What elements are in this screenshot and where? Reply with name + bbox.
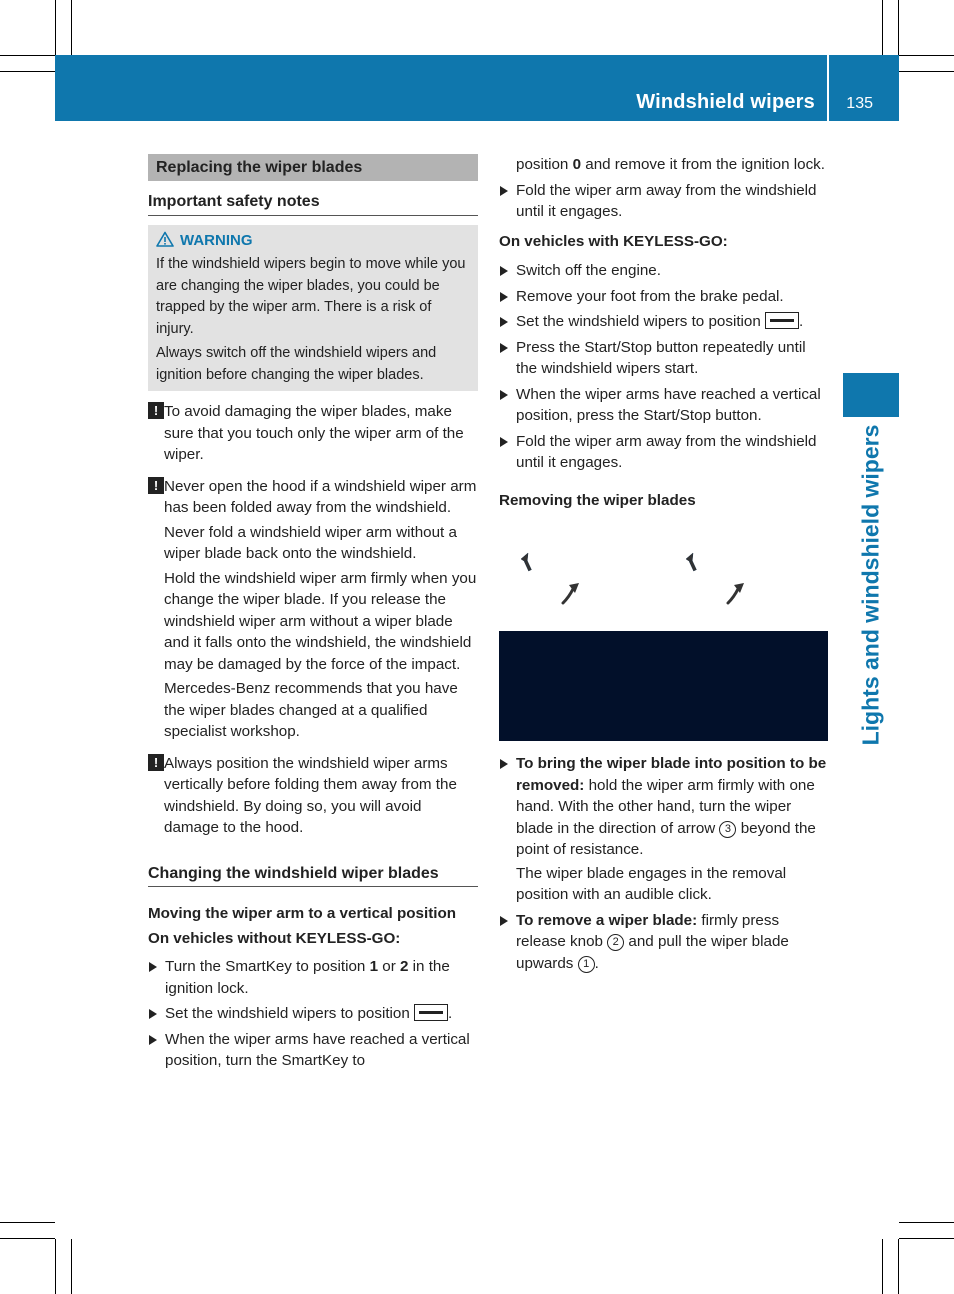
figure-dark-area bbox=[499, 631, 828, 741]
note-text: To avoid damaging the wiper blades, make sure that you touch only the wiper arm of the wiper. bbox=[164, 403, 464, 463]
warning-header bbox=[156, 229, 470, 255]
wiper-blade-figure bbox=[499, 525, 828, 741]
bullet-arrow-icon bbox=[500, 317, 508, 327]
warning-label: WARNING bbox=[180, 231, 253, 249]
exclamation-icon: ! bbox=[148, 402, 164, 419]
note-text: Never fold a windshield wiper arm without a wiper blade back onto the windshield. bbox=[164, 523, 457, 562]
bullet-arrow-icon bbox=[500, 916, 508, 926]
crop-mark bbox=[899, 1222, 954, 1223]
crop-mark bbox=[899, 71, 954, 72]
chapter-tab-text: Lights and windshield wipers bbox=[857, 424, 884, 746]
crop-mark bbox=[0, 55, 55, 56]
caution-note bbox=[148, 476, 478, 743]
warning-text: Always switch off the windshield wipers and ignition before changing the wiper blades. bbox=[156, 345, 437, 383]
warning-box bbox=[148, 225, 478, 392]
wiper-off-position-icon bbox=[765, 312, 799, 329]
step-item: Set the windshield wipers to position . bbox=[499, 311, 829, 333]
chapter-tab-label bbox=[843, 425, 899, 745]
right-column bbox=[499, 154, 829, 974]
note-text: Mercedes-Benz recommends that you have the wiper blades changed at a qualified specialist workshop. bbox=[164, 680, 458, 740]
bullet-arrow-icon bbox=[500, 759, 508, 769]
section-heading: Replacing the wiper blades bbox=[148, 154, 478, 181]
bullet-arrow-icon bbox=[500, 437, 508, 447]
safety-notes-heading: Important safety notes bbox=[148, 181, 478, 216]
crop-mark bbox=[882, 0, 883, 55]
wiper-off-position-icon bbox=[414, 1004, 448, 1021]
bullet-arrow-icon bbox=[149, 962, 157, 972]
header-divider bbox=[827, 55, 829, 121]
page-number: 135 bbox=[846, 95, 873, 112]
step-item: Fold the wiper arm away from the windshield until it engages. bbox=[499, 180, 829, 223]
note-text: Never open the hood if a windshield wiper arm has been folded away from the windshield. bbox=[164, 477, 477, 516]
chapter-tab bbox=[843, 373, 899, 417]
step-item: Remove your foot from the brake pedal. bbox=[499, 286, 829, 308]
moving-arm-heading: Moving the wiper arm to a vertical position bbox=[148, 905, 457, 922]
step-item: To bring the wiper blade into position to be removed: hold the wiper arm firmly with one hand. With the other hand, turn the wiper blade in the direction of arrow 3 beyond the point of resistance. bbox=[499, 753, 829, 861]
exclamation-icon: ! bbox=[148, 477, 164, 494]
step-item: Fold the wiper arm away from the windshield until it engages. bbox=[499, 431, 829, 474]
note-text: Always position the windshield wiper arms vertically before folding them away from the windshield. By doing so, you will avoid damage to the hood. bbox=[164, 754, 457, 836]
step-item: Set the windshield wipers to position . bbox=[148, 1003, 478, 1025]
caution-note bbox=[148, 753, 478, 839]
without-keyless-heading: On vehicles without KEYLESS-GO: bbox=[148, 929, 401, 947]
crop-mark bbox=[0, 1222, 55, 1223]
warning-text: If the windshield wipers begin to move while you are changing the wiper blades, you could be trapped by the wiper arm. There is a risk of injury. bbox=[156, 256, 466, 337]
crop-mark bbox=[898, 1239, 899, 1294]
exclamation-icon: ! bbox=[148, 754, 164, 771]
step-item: Switch off the engine. bbox=[499, 260, 829, 282]
crop-mark bbox=[898, 0, 899, 55]
crop-mark bbox=[55, 1239, 56, 1294]
changing-blades-heading: Changing the windshield wiper blades bbox=[148, 863, 478, 888]
left-column bbox=[148, 154, 478, 1072]
page-header bbox=[55, 55, 899, 121]
callout-3-icon: 3 bbox=[719, 821, 736, 838]
bullet-arrow-icon bbox=[500, 266, 508, 276]
step-item: When the wiper arms have reached a vertical position, turn the SmartKey to bbox=[148, 1029, 478, 1072]
crop-mark bbox=[899, 1238, 954, 1239]
header-section-title: Windshield wipers bbox=[636, 91, 815, 113]
continued-step: position 0 and remove it from the ignition lock. bbox=[516, 156, 825, 173]
step-item: Press the Start/Stop button repeatedly until the windshield wipers start. bbox=[499, 337, 829, 380]
crop-mark bbox=[71, 0, 72, 55]
step-result: The wiper blade engages in the removal position with an audible click. bbox=[516, 864, 787, 903]
note-text: Hold the windshield wiper arm firmly when you change the wiper blade. If you release the windshield wiper arm without a wiper blade and it falls onto the windshield, the windshield may be damaged by the force of the impact. bbox=[164, 569, 477, 673]
callout-1-icon: 1 bbox=[578, 956, 595, 973]
removing-blades-heading: Removing the wiper blades bbox=[499, 491, 696, 509]
callout-2-icon: 2 bbox=[607, 934, 624, 951]
crop-mark bbox=[882, 1239, 883, 1294]
with-keyless-heading: On vehicles with KEYLESS-GO: bbox=[499, 232, 728, 250]
bullet-arrow-icon bbox=[500, 186, 508, 196]
bullet-arrow-icon bbox=[500, 343, 508, 353]
bullet-arrow-icon bbox=[149, 1009, 157, 1019]
caution-note bbox=[148, 401, 478, 466]
crop-mark bbox=[0, 1238, 55, 1239]
crop-mark bbox=[71, 1239, 72, 1294]
crop-mark bbox=[0, 71, 55, 72]
step-item: When the wiper arms have reached a vertical position, press the Start/Stop button. bbox=[499, 384, 829, 427]
bullet-arrow-icon bbox=[500, 292, 508, 302]
warning-triangle-icon bbox=[156, 231, 174, 247]
wiper-arrows-illustration bbox=[499, 525, 828, 631]
step-item: Turn the SmartKey to position 1 or 2 in the ignition lock. bbox=[148, 956, 478, 999]
step-item: To remove a wiper blade: firmly press release knob 2 and pull the wiper blade upwards 1 . bbox=[499, 910, 829, 975]
crop-mark bbox=[55, 0, 56, 55]
bullet-arrow-icon bbox=[149, 1035, 157, 1045]
crop-mark bbox=[899, 55, 954, 56]
bullet-arrow-icon bbox=[500, 390, 508, 400]
